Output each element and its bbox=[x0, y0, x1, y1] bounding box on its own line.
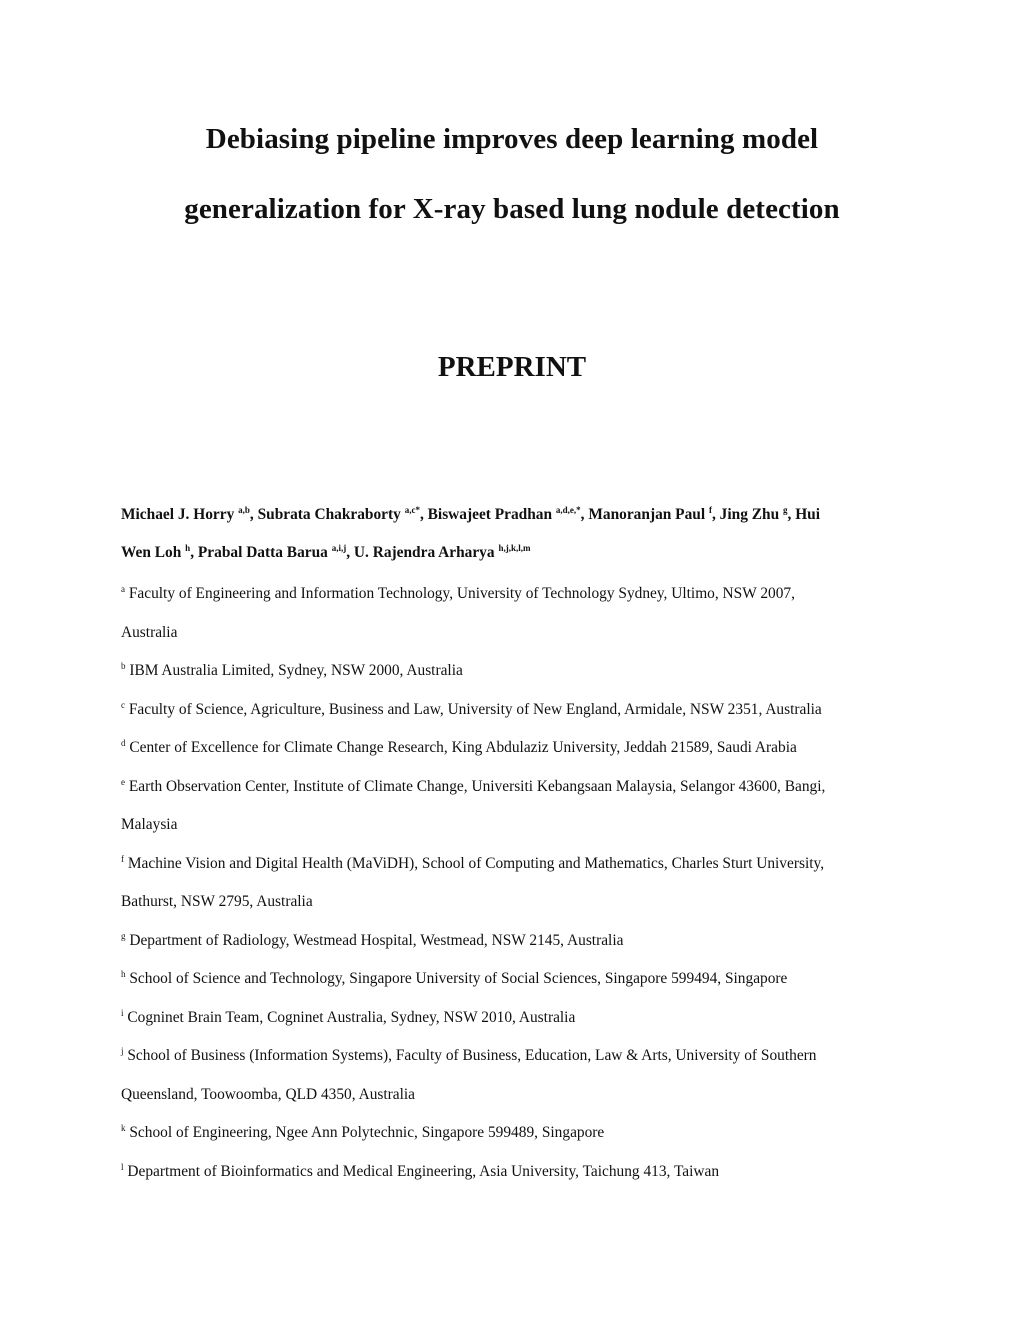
author-barua: Prabal Datta Barua $^{a,i,j}$, bbox=[197, 543, 354, 561]
author-loh-part2: Wen Loh $^h$, bbox=[121, 543, 198, 561]
author-loh-part1: Hui bbox=[795, 506, 821, 523]
affiliation-h: $^h$ School of Science and Technology, Singapore University of Social Sciences, Singapore 599494, Singapore bbox=[121, 969, 788, 987]
affiliation-f-line-2: Bathurst, NSW 2795, Australia bbox=[121, 893, 313, 910]
affiliation-i: $^i$ Cogninet Brain Team, Cogninet Australia, Sydney, NSW 2010, Australia bbox=[121, 1007, 576, 1026]
affiliation-k: $^k$ School of Engineering, Ngee Ann Polytechnic, Singapore 599489, Singapore bbox=[121, 1123, 605, 1141]
author-horry: Michael J. Horry $^{a,b}$, bbox=[121, 505, 258, 523]
affiliation-j-line-2: Queensland, Toowoomba, QLD 4350, Australia bbox=[121, 1085, 416, 1103]
author-line-1 bbox=[121, 505, 820, 525]
affiliation-c: $^c$ Faculty of Science, Agriculture, Business and Law, University of New England, Armidale, NSW 2351, Australia bbox=[121, 699, 822, 718]
affiliation-l: $^l$ Department of Bioinformatics and Medical Engineering, Asia University, Taichung 413, Taiwan bbox=[121, 1161, 720, 1180]
affiliation-e-line-2: Malaysia bbox=[121, 816, 178, 833]
affiliation-e-line-1: $^e$ Earth Observation Center, Institute of Climate Change, Universiti Kebangsaan Malaysia, Selangor 43600, Bangi, bbox=[121, 776, 826, 795]
affiliation-a-line-1: $^a$ Faculty of Engineering and Information Technology, University of Technology Sydney, Ultimo, NSW 2007, bbox=[121, 584, 795, 602]
author-chakraborty: Subrata Chakraborty $^{a,c*}$, bbox=[257, 505, 428, 523]
author-zhu: Jing Zhu $^g$, bbox=[719, 505, 796, 523]
affiliation-f-line-1: $^f$ Machine Vision and Digital Health (MaViDH), School of Computing and Mathematics, Charles Sturt University, bbox=[121, 853, 825, 872]
affiliation-d: $^d$ Center of Excellence for Climate Change Research, King Abdulaziz University, Jeddah 21589, Saudi Arabia bbox=[121, 738, 797, 756]
affiliation-a-line-2: Australia bbox=[121, 623, 178, 641]
affiliation-b: $^b$ IBM Australia Limited, Sydney, NSW 2000, Australia bbox=[121, 661, 463, 679]
affiliation-j-line-1: $^j$ School of Business (Information Systems), Faculty of Business, Education, Law & Arts, University of Southern bbox=[121, 1046, 817, 1064]
affiliation-g: $^g$ Department of Radiology, Westmead Hospital, Westmead, NSW 2145, Australia bbox=[121, 930, 624, 949]
author-pradhan: Biswajeet Pradhan $^{a,d,e,*}$, bbox=[427, 505, 589, 523]
paper-title-line-1: Debiasing pipeline improves deep learning model bbox=[205, 123, 819, 155]
author-line-2 bbox=[121, 543, 530, 563]
preprint-label: PREPRINT bbox=[437, 351, 587, 383]
paper-title-line-2: generalization for X-ray based lung nodule detection bbox=[184, 193, 840, 225]
author-paul: Manoranjan Paul $^f$, bbox=[588, 505, 720, 523]
author-arharya: U. Rajendra Arharya $^{h,j,k,l,m}$ bbox=[353, 543, 531, 561]
